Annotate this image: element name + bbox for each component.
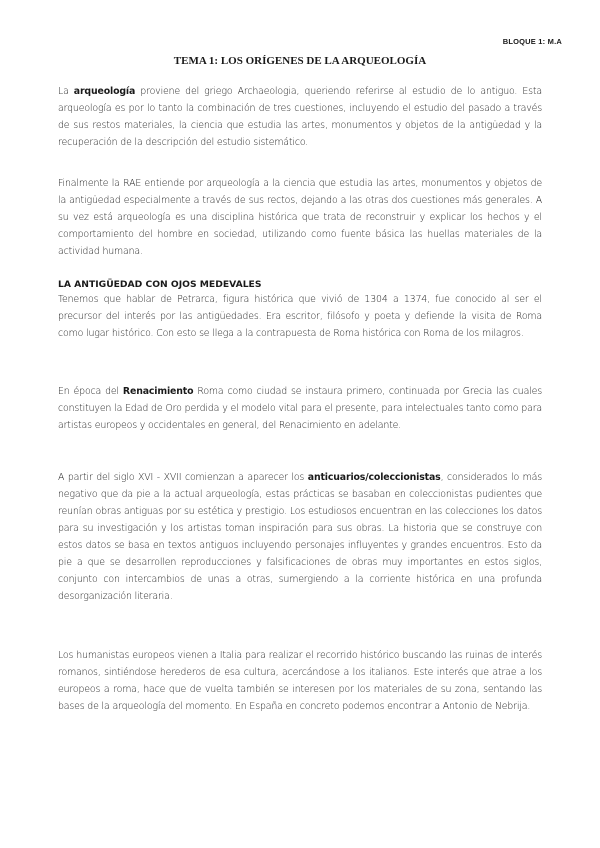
paragraph-renacimiento <box>58 383 542 434</box>
section-heading: LA ANTIGÜEDAD CON OJOS MEDEVALES <box>58 279 262 290</box>
paragraph-text: , considerados lo más negativo que da pie a la actual arqueología, estas prácticas se basaban en coleccionistas pudientes que reunían obras antiguas por su estética y prestigio. Los estudiosos encuentran en las colecciones los datos para su investigación y los artistas toman inspiración para sus obras. La historia que se construye con estos datos se basa en textos antiguos incluyendo personajes influyentes y grandes encuentros. Esto da pie a que se desarrollen reproducciones y falsificaciones de obras muy importantes en estos siglos, conjunto con intercambios de unas a otras, sumergiendo a la corriente histórica en una profunda desorganización literaria. <box>58 472 542 602</box>
paragraph-anticuarios <box>58 469 542 605</box>
paragraph-petrarca: Tenemos que hablar de Petrarca, figura histórica que vivió de 1304 a 1374, fue conocido al ser el precursor del interés por las antigüedades. Era escritor, filósofo y poeta y defiende la visita de Roma como lugar histórico. Con esto se llega a la contrapuesta de Roma histórica con Roma de los milagros. <box>58 294 542 339</box>
paragraph-humanistas: Los humanistas europeos vienen a Italia para realizar el recorrido histórico buscando las ruinas de interés romanos, sintiéndose herederos de esa cultura, acercándose a los italianos. Este interés que atrae a los europeos a roma, hace que de vuelta también se interesen por los materiales de su zona, sentando las bases de la arqueología del momento. En España en concreto podemos encontrar a Antonio de Nebrija. <box>58 650 542 712</box>
bold-term: anticuarios/coleccionistas <box>307 472 441 483</box>
paragraph-text: Roma como ciudad se instaura primero, continuada por Grecia las cuales constituyen la Edad de Oro perdida y el modelo vital para el presente, para intelectuales tanto como para artistas europeos y occidentales en general, del Renacimiento en adelante. <box>58 386 542 431</box>
paragraph-text: En época del <box>58 386 123 397</box>
paragraph-rae: Finalmente la RAE entiende por arqueología a la ciencia que estudia las artes, monumentos y objetos de la antigüedad especialmente a través de sus rectos, dejando a las otras dos cuestiones más generales. A su vez está arqueología es una disciplina histórica que trata de reconstruir y explicar los hechos y el comportamiento del hombre en sociedad, utilizando como fuente básica las huellas materiales de la actividad humana. <box>58 178 542 257</box>
page-title: TEMA 1: LOS ORÍGENES DE LA ARQUEOLOGÍA <box>173 55 427 67</box>
bold-term: Renacimiento <box>122 386 194 397</box>
paragraph-intro <box>58 83 542 151</box>
bold-term: arqueología <box>73 86 136 97</box>
paragraph-text: proviene del griego Archaeologia, queriendo referirse al estudio de lo antiguo. Esta arqueología es por lo tanto la combinación de tres cuestiones, incluyendo el estudio del pasado a través de sus restos materiales, la ciencia que estudia las artes, monumentos y objetos de la antigüedad y la recuperación de la descripción del estudio sistemático. <box>58 86 542 148</box>
paragraph-text: La <box>58 86 74 97</box>
block-label: BLOQUE 1: M.A <box>502 37 562 46</box>
paragraph-text: A partir del siglo XVI - XVII comienzan a aparecer los <box>58 472 308 483</box>
